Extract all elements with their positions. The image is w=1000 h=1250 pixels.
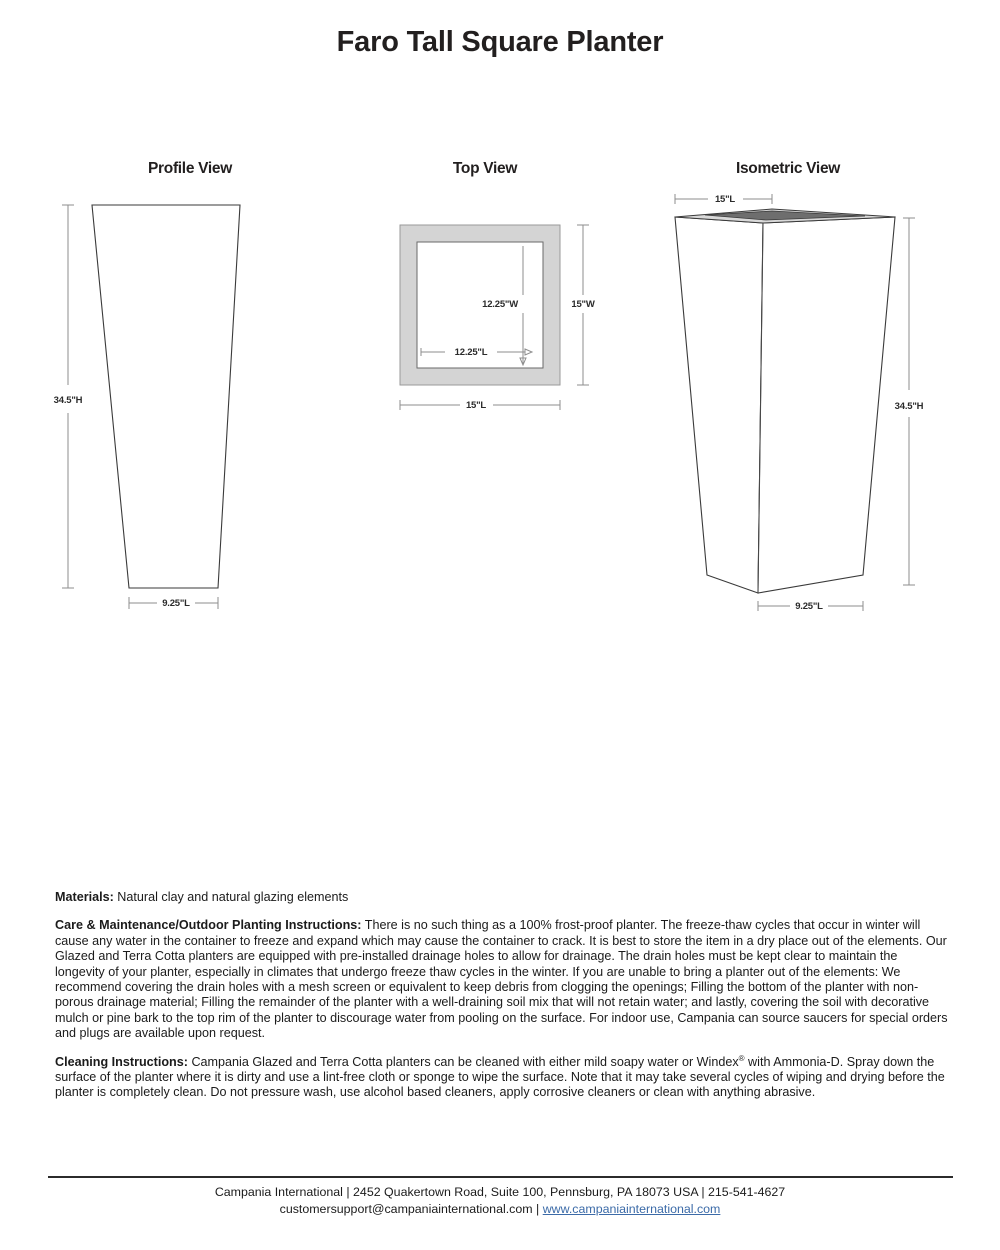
top-view-drawing — [375, 200, 635, 430]
page-title: Faro Tall Square Planter — [336, 26, 664, 58]
footer-website-link[interactable]: www.campaniainternational.com — [542, 1202, 721, 1216]
top-inner-width-label: 12.25"W — [482, 299, 518, 310]
profile-base-label: 9.25"L — [162, 598, 190, 609]
specifications-text — [55, 890, 948, 1101]
footer — [0, 1184, 1000, 1218]
profile-planter-outline — [92, 205, 240, 588]
isometric-view-heading: Isometric View — [735, 160, 841, 177]
footer-separator: | — [532, 1202, 543, 1216]
materials-text: Natural clay and natural glazing elements — [113, 890, 349, 904]
isometric-right-face — [758, 217, 895, 593]
footer-address-line: Campania International | 2452 Quakertown Road, Suite 100, Pennsburg, PA 18073 USA | 215-541-4627 — [214, 1185, 786, 1199]
isometric-view-drawing — [650, 185, 950, 625]
cleaning-paragraph — [55, 1055, 948, 1101]
care-label: Care & Maintenance/Outdoor Planting Instructions: — [55, 918, 362, 933]
profile-height-label: 34.5"H — [53, 395, 83, 406]
registered-trademark-icon: ® — [738, 1053, 745, 1063]
cleaning-text-before: Campania Glazed and Terra Cotta planters can be cleaned with either mild soapy water or Windex — [187, 1054, 739, 1069]
cleaning-label: Cleaning Instructions: — [55, 1054, 188, 1069]
top-inner-length-label: 12.25"L — [454, 347, 488, 358]
care-text: There is no such thing as a 100% frost-proof planter. The freeze-thaw cycles that occur in winter will cause any water in the container to freeze and expand which may cause the container to crack. It is best to store the item in a dry place out of the elements. Our Glazed and Terra Cotta planters are equipped with pre-installed drainage holes to allow for drainage. The drain holes must be kept clear to maintain the longevity of your planter, especially in climates that undergo freeze thaw cycles in the winter. If you are unable to bring a planter out of the elements: We recommend covering the drain holes with a mesh screen or equivalent to keep debris from clogging the openings; Filling the bottom of the planter with non-porous drainage material; Filling the remainder of the planter with a well-draining soil mix that will not retain water; and lastly, covering the soil with decorative mulch or pine bark to the top rim of the planter to discourage water from pooling on the surface. For indoor use, Campania can source saucers for special orders and plugs are available upon request. — [55, 918, 948, 1041]
footer-email: customersupport@campaniainternational.com — [279, 1202, 533, 1216]
isometric-height-label: 34.5"H — [894, 401, 924, 412]
isometric-left-face — [675, 217, 763, 593]
materials-paragraph — [55, 890, 948, 905]
isometric-top-label: 15"L — [714, 194, 736, 205]
care-paragraph — [55, 918, 948, 1041]
top-outer-width-label: 15"W — [571, 299, 595, 310]
footer-divider — [48, 1176, 953, 1178]
isometric-base-label: 9.25"L — [795, 601, 823, 612]
materials-label: Materials: — [55, 890, 114, 904]
top-view-heading: Top View — [452, 160, 518, 177]
profile-view-heading: Profile View — [148, 160, 232, 177]
cleaning-text-after: with Ammonia-D. Spray down the surface of the planter where it is dirty and use a lint-free cloth or sponge to wipe the surface. Note that it may take several cycles of wiping and drying before the planter is completely clean. Do not pressure wash, use alcohol based cleaners, apply corrosive cleaners or clean with anything abrasive. — [55, 1054, 945, 1100]
profile-view-drawing — [35, 185, 365, 615]
top-outer-length-label: 15"L — [465, 400, 487, 411]
footer-contact-line — [0, 1201, 1000, 1218]
